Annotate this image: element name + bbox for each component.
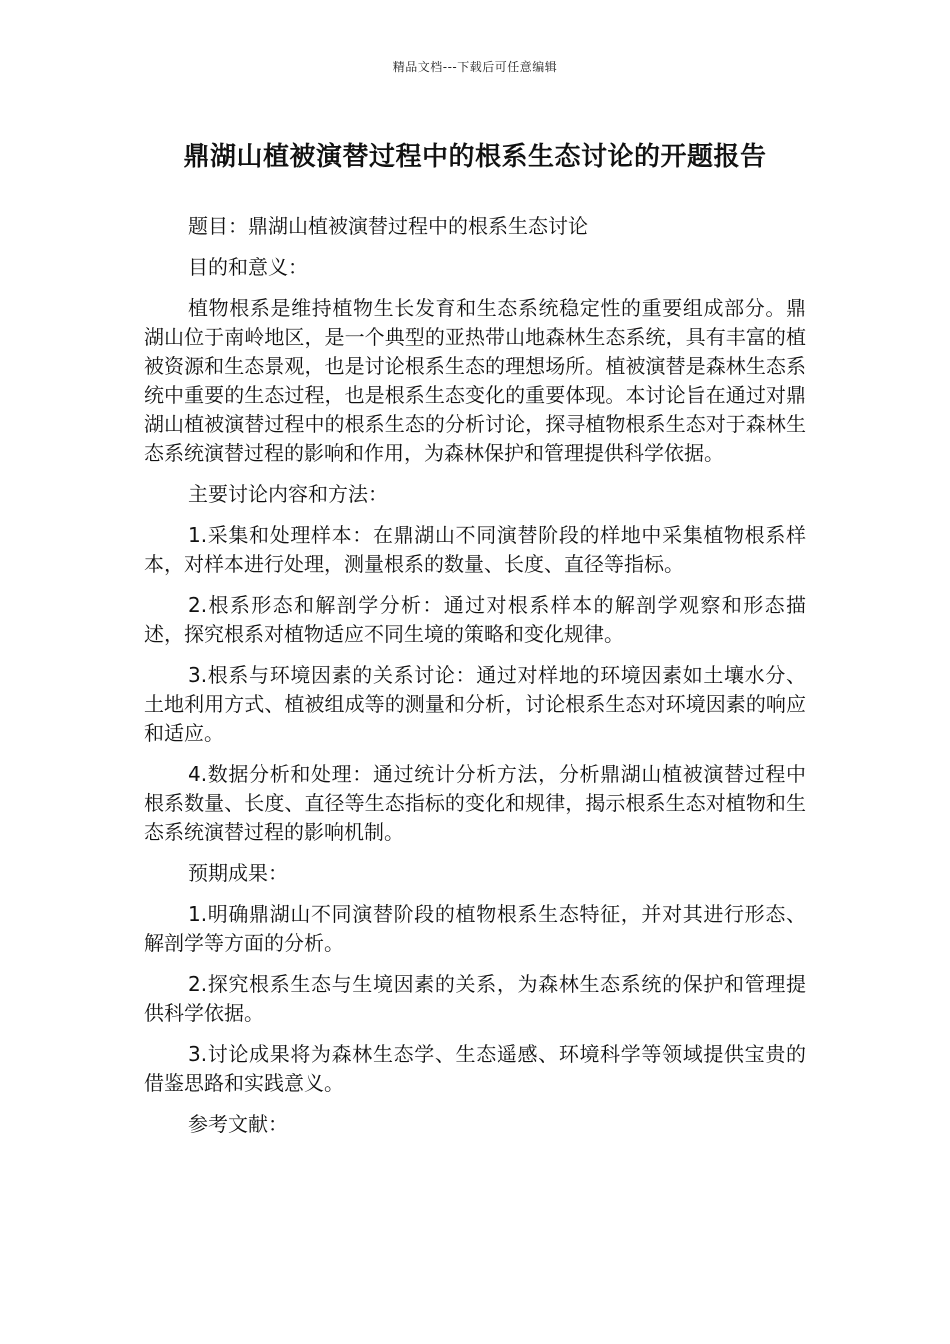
list-item-method-4: 4.数据分析和处理：通过统计分析方法，分析鼎湖山植被演替过程中根系数量、长度、直径等生态指标的变化和规律，揭示根系生态对植物和生态系统演替过程的影响机制。 [144, 762, 806, 844]
section-heading-results: 预期成果： [188, 861, 288, 885]
list-item-method-1: 1.采集和处理样本：在鼎湖山不同演替阶段的样地中采集植物根系样本，对样本进行处理，测量根系的数量、长度、直径等指标。 [144, 523, 806, 576]
section-heading-references: 参考文献： [188, 1112, 288, 1136]
header-note: 精品文档---下载后可任意编辑 [392, 60, 558, 74]
topic-line: 题目：鼎湖山植被演替过程中的根系生态讨论 [188, 214, 588, 238]
document-body [144, 212, 806, 1151]
document-title: 鼎湖山植被演替过程中的根系生态讨论的开题报告 [183, 142, 767, 172]
list-item-method-2: 2.根系形态和解剖学分析：通过对根系样本的解剖学观察和形态描述，探究根系对植物适应不同生境的策略和变化规律。 [144, 593, 806, 646]
list-item-result-2: 2.探究根系生态与生境因素的关系，为森林生态系统的保护和管理提供科学依据。 [144, 972, 806, 1025]
list-item-method-3: 3.根系与环境因素的关系讨论：通过对样地的环境因素如土壤水分、土地利用方式、植被组成等的测量和分析，讨论根系生态对环境因素的响应和适应。 [144, 663, 806, 745]
section-heading-content: 主要讨论内容和方法： [188, 482, 388, 506]
paragraph-purpose: 植物根系是维持植物生长发育和生态系统稳定性的重要组成部分。鼎湖山位于南岭地区，是一个典型的亚热带山地森林生态系统，具有丰富的植被资源和生态景观，也是讨论根系生态的理想场所。植被演替是森林生态系统中重要的生态过程，也是根系生态变化的重要体现。本讨论旨在通过对鼎湖山植被演替过程中的根系生态的分析讨论，探寻植物根系生态对于森林生态系统演替过程的影响和作用，为森林保护和管理提供科学依据。 [144, 296, 806, 465]
list-item-result-3: 3.讨论成果将为森林生态学、生态遥感、环境科学等领域提供宝贵的借鉴思路和实践意义。 [144, 1042, 806, 1095]
list-item-result-1: 1.明确鼎湖山不同演替阶段的植物根系生态特征，并对其进行形态、解剖学等方面的分析。 [144, 902, 806, 955]
section-heading-purpose: 目的和意义： [188, 255, 308, 279]
